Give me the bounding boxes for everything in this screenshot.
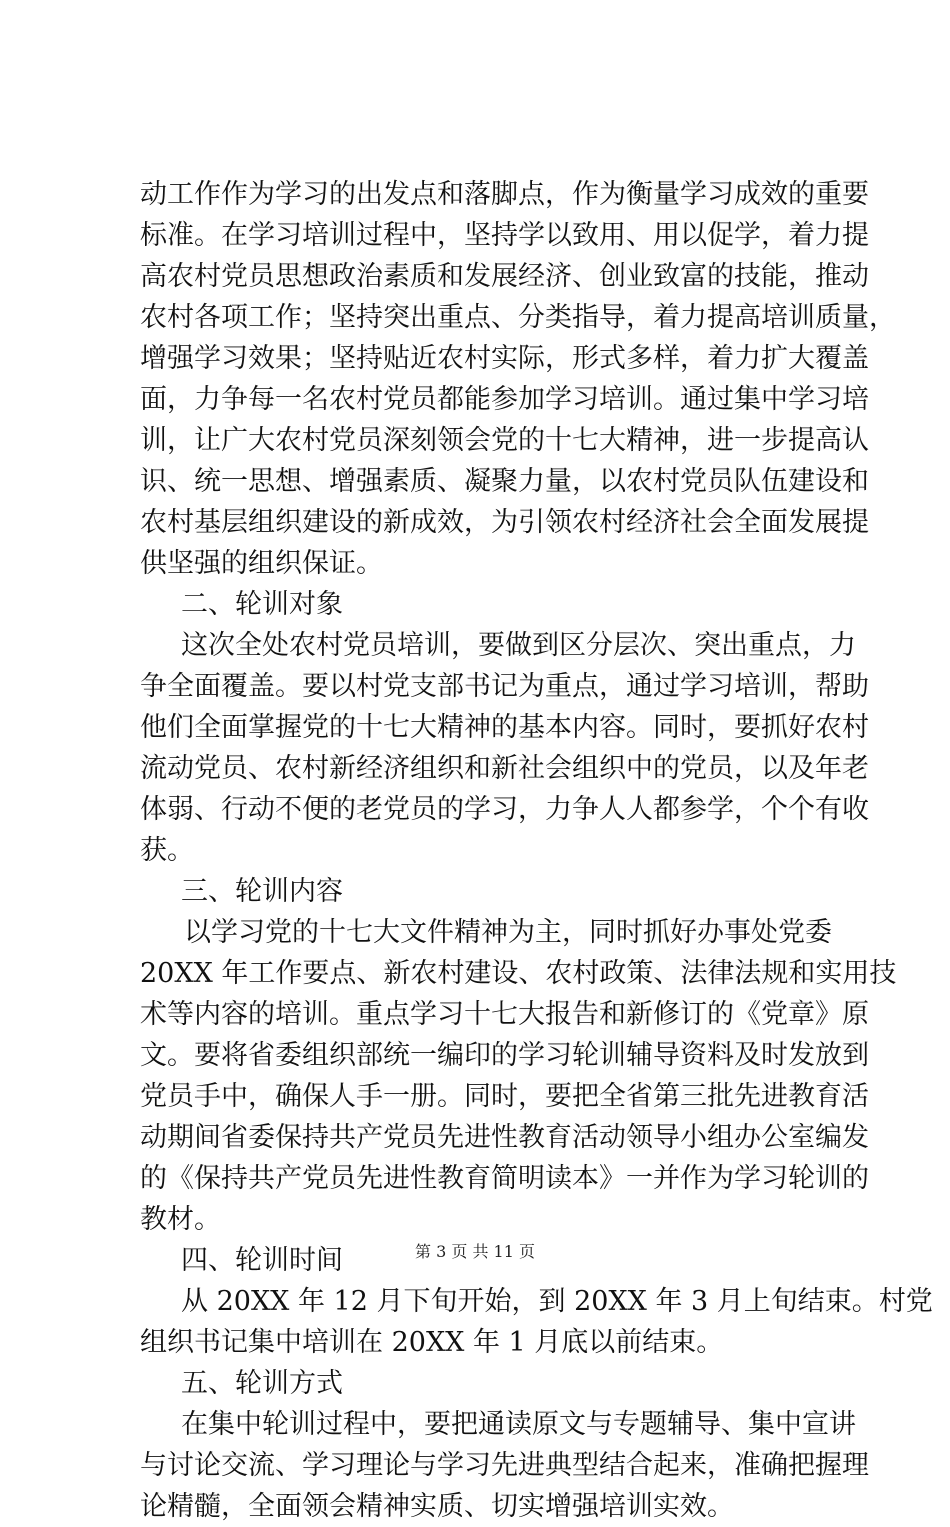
body-line: 以学习党的十七大文件精神为主，同时抓好办事处党委: [184, 917, 832, 948]
body-line: 争全面覆盖。要以村党支部书记为重点，通过学习培训，帮助: [140, 671, 869, 702]
body-line: 在集中轮训过程中，要把通读原文与专题辅导、集中宣讲: [181, 1409, 856, 1440]
body-line: 农村各项工作；坚持突出重点、分类指导，着力提高培训质量，: [140, 302, 896, 333]
body-line: 获。: [140, 835, 194, 866]
body-line: 高农村党员思想政治素质和发展经济、创业致富的技能，推动: [140, 261, 869, 292]
document-body: [140, 174, 933, 1527]
body-line: 术等内容的培训。重点学习十七大报告和新修订的《党章》原: [140, 999, 869, 1030]
body-line: 农村基层组织建设的新成效，为引领农村经济社会全面发展提: [140, 507, 869, 538]
body-line: 的《保持共产党员先进性教育简明读本》一并作为学习轮训的: [140, 1163, 869, 1194]
section-heading: 二、轮训对象: [181, 589, 343, 620]
page-number-label: 第 3 页 共 11 页: [415, 1242, 535, 1261]
body-line: 面，力争每一名农村党员都能参加学习培训。通过集中学习培: [140, 384, 869, 415]
body-line: 党员手中，确保人手一册。同时，要把全省第三批先进教育活: [140, 1081, 869, 1112]
body-line: 文。要将省委组织部统一编印的学习轮训辅导资料及时发放到: [140, 1040, 869, 1071]
body-line: 供坚强的组织保证。: [140, 548, 383, 579]
section-heading: 三、轮训内容: [181, 876, 343, 907]
body-line: 组织书记集中培训在 20XX 年 1 月底以前结束。: [140, 1327, 724, 1358]
body-line: 动期间省委保持共产党员先进性教育活动领导小组办公室编发: [140, 1122, 869, 1153]
body-line: 流动党员、农村新经济组织和新社会组织中的党员，以及年老: [140, 753, 869, 784]
body-line: 论精髓，全面领会精神实质、切实增强培训实效。: [140, 1491, 734, 1522]
body-line: 与讨论交流、学习理论与学习先进典型结合起来，准确把握理: [140, 1450, 869, 1481]
body-line: 体弱、行动不便的老党员的学习，力争人人都参学，个个有收: [140, 794, 869, 825]
section-heading: 五、轮训方式: [181, 1368, 343, 1399]
body-line: 这次全处农村党员培训，要做到区分层次、突出重点，力: [181, 630, 856, 661]
body-line: 他们全面掌握党的十七大精神的基本内容。同时，要抓好农村: [140, 712, 869, 743]
body-line: 教材。: [140, 1204, 221, 1235]
body-line: 增强学习效果；坚持贴近农村实际，形式多样，着力扩大覆盖: [140, 343, 869, 374]
body-line: 标准。在学习培训过程中，坚持学以致用、用以促学，着力提: [140, 220, 869, 251]
body-line: 识、统一思想、增强素质、凝聚力量，以农村党员队伍建设和: [140, 466, 869, 497]
section-heading: 四、轮训时间: [181, 1245, 343, 1276]
page-footer: [0, 1242, 950, 1262]
body-line: 从 20XX 年 12 月下旬开始，到 20XX 年 3 月上旬结束。村党: [181, 1286, 933, 1317]
body-line: 20XX 年工作要点、新农村建设、农村政策、法律法规和实用技: [140, 958, 897, 989]
body-line: 动工作作为学习的出发点和落脚点，作为衡量学习成效的重要: [140, 179, 869, 210]
body-line: 训，让广大农村党员深刻领会党的十七大精神，进一步提高认: [140, 425, 869, 456]
